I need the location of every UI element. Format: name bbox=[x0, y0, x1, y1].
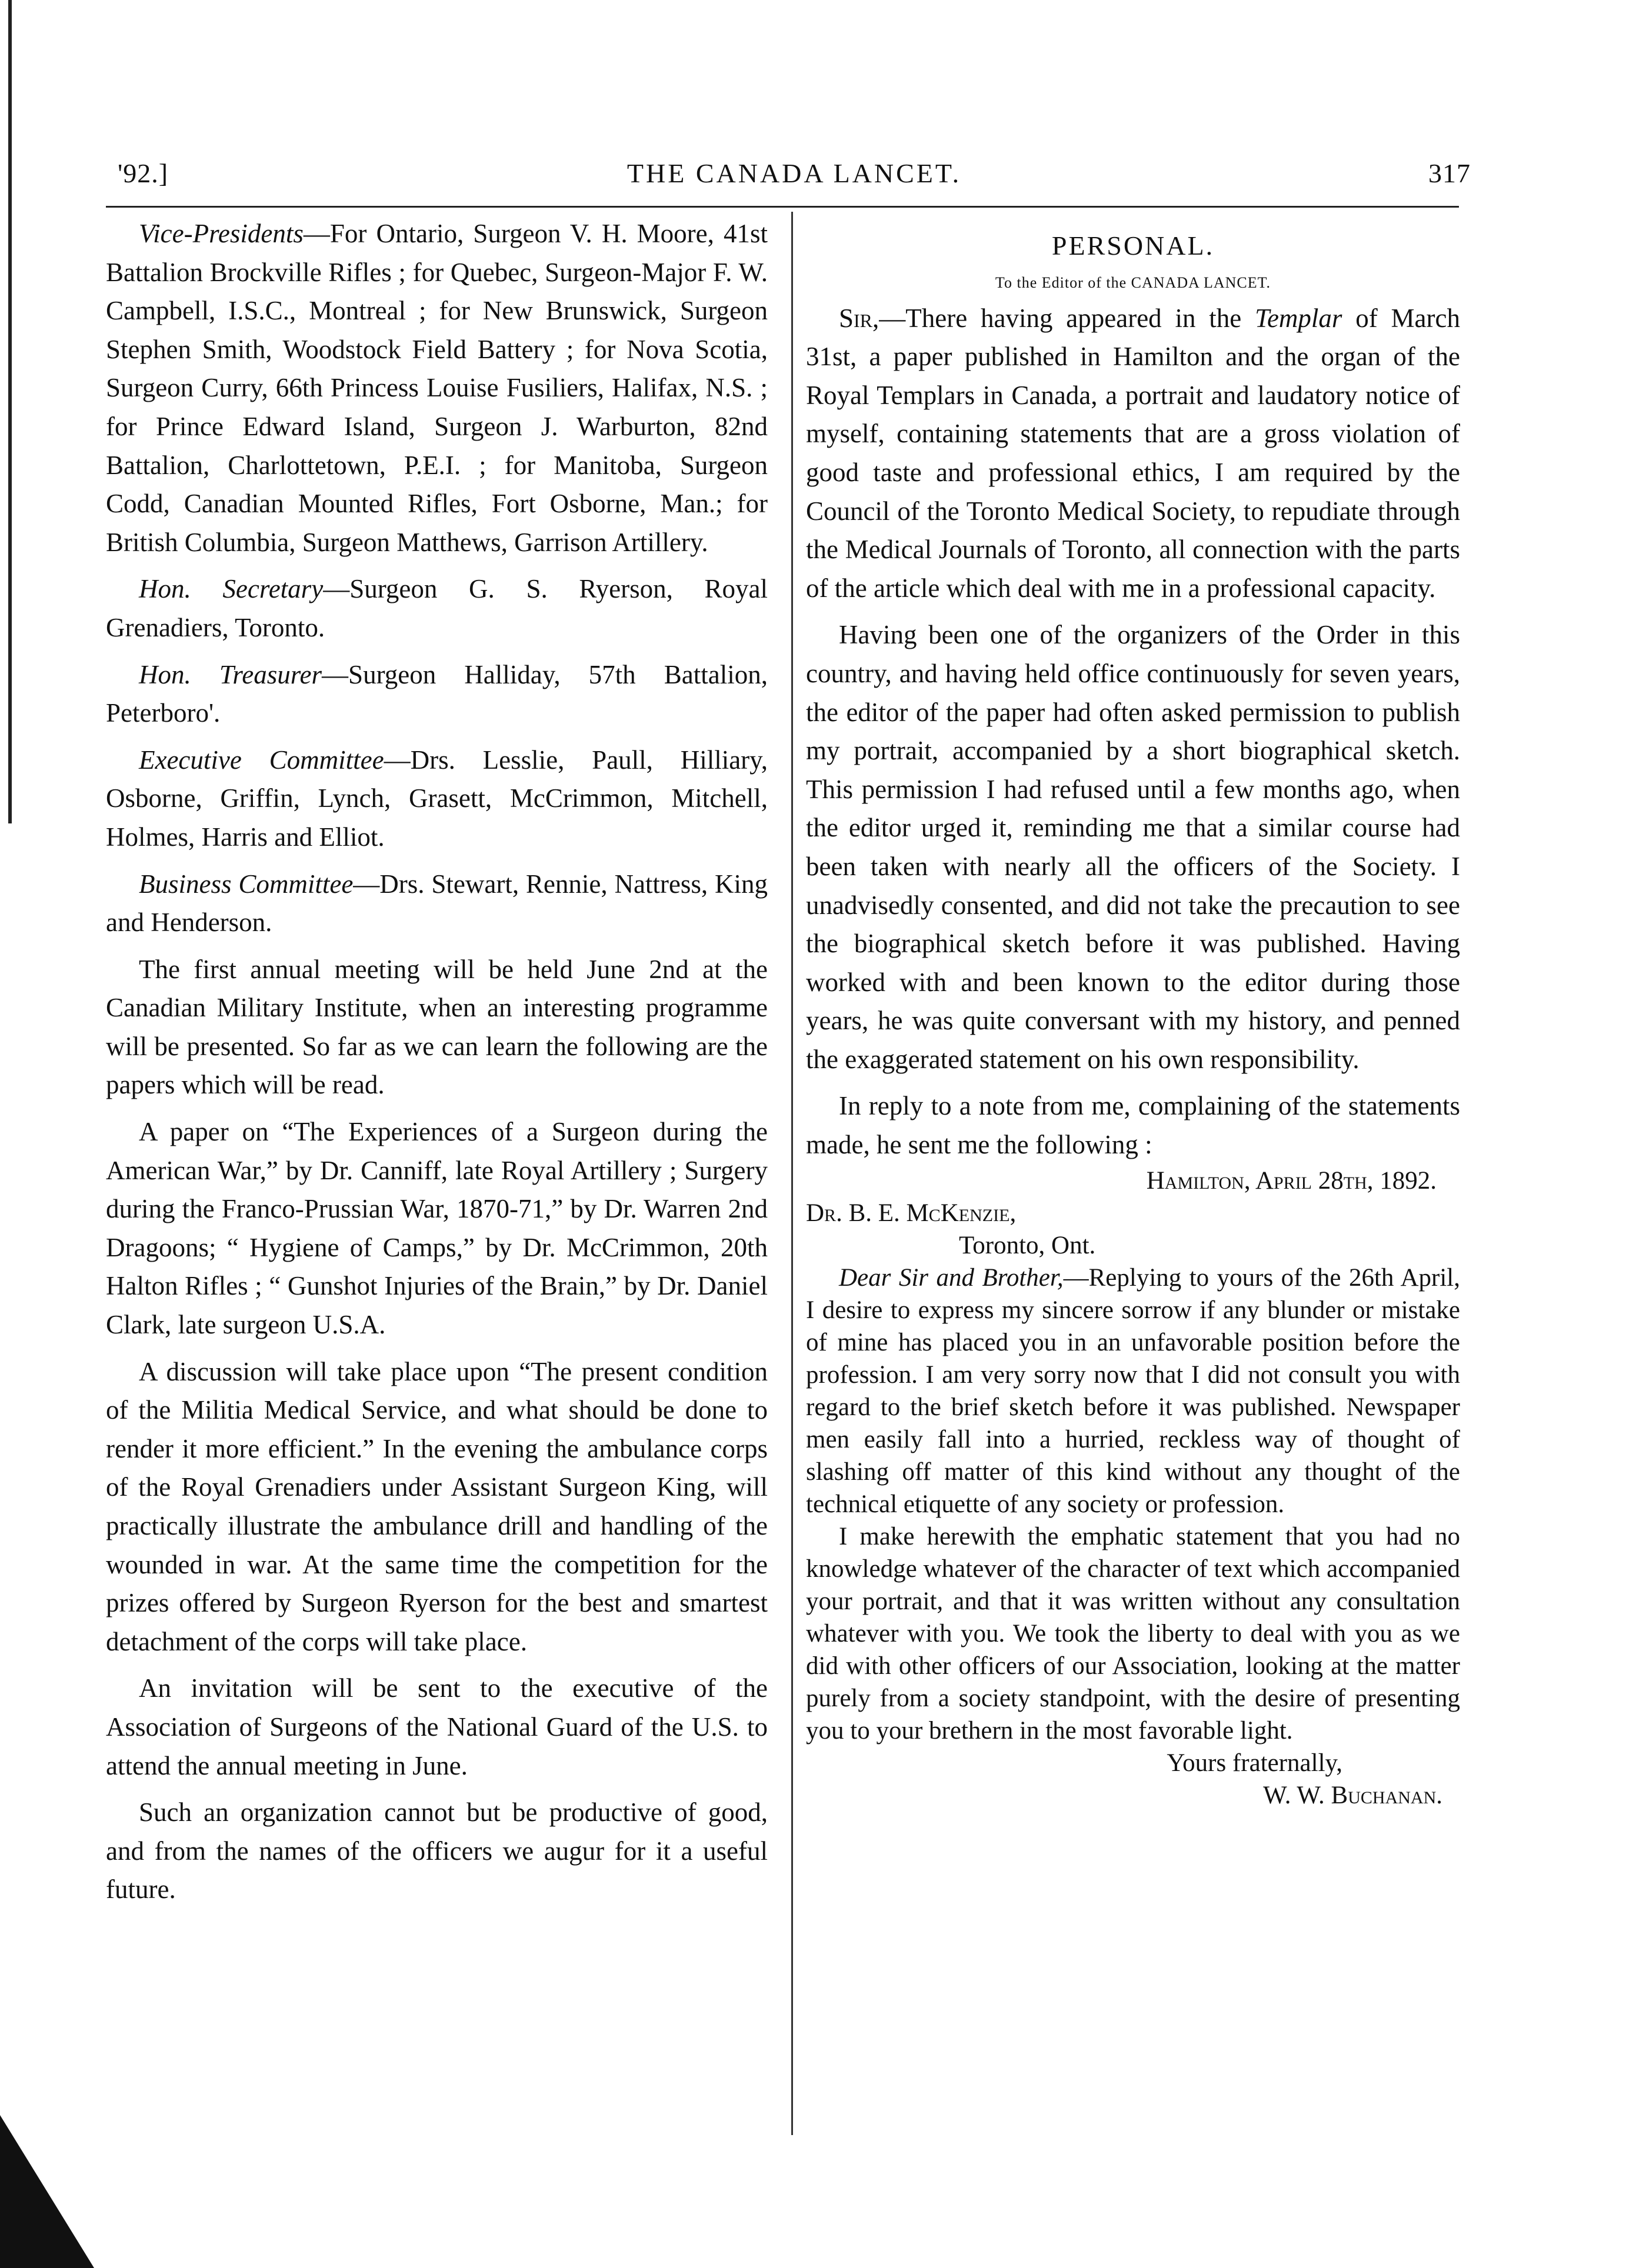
organizer-paragraph: Having been one of the organizers of the Order in this country, and having held office continuously for seven years, the editor of the paper had often asked permission to publish my portrait, accompanied by a short biographical sketch. This permission I had refused until a few months ago, when the editor urged it, reminding me that a similar course had been taken with nearly all the officers of the Society. I unadvisedly consented, and did not take the precaution to see the biographical sketch before it was published. Having worked with and been known to the editor during those years, he was quite conversant with my history, and penned the exaggerated statement on his own responsibility. bbox=[806, 620, 1460, 1074]
journal-title: THE CANADA LANCET. bbox=[627, 158, 962, 188]
letter-body-2: I make herewith the emphatic statement that you had no knowledge whatever of the character of text which accompanied your portrait, and that it was written without any consultation whatever with you. We took the liberty to deal with you as we did with other officers of our Association, looking at the matter purely from a society standpoint, with the desire of presenting you to your brethern in the most favorable light. bbox=[806, 1522, 1460, 1745]
business-committee-label: Business Committee bbox=[139, 869, 354, 899]
executive-committee-label: Executive Committee bbox=[139, 745, 384, 775]
page-number: 317 bbox=[1428, 158, 1471, 188]
letter-body-1 bbox=[806, 1262, 1460, 1520]
sir-salutation: Sir, bbox=[839, 303, 879, 333]
vice-presidents-label: Vice-Presidents bbox=[139, 219, 304, 248]
sir-text-a: —There having appeared in the bbox=[879, 303, 1255, 333]
column-divider bbox=[791, 212, 793, 2135]
business-committee-paragraph bbox=[106, 865, 768, 942]
letter-salutation: Dear Sir and Brother, bbox=[839, 1263, 1064, 1292]
secretary-label: Hon. Secretary bbox=[139, 574, 324, 604]
to-editor-line: To the Editor of the CANADA LANCET. bbox=[995, 274, 1271, 291]
sir-paragraph bbox=[806, 299, 1460, 608]
letter-addressee: Dr. B. E. McKenzie, bbox=[806, 1199, 1017, 1227]
treasurer-text: —Surgeon Halliday, 57th Battalion, Peterboro'. bbox=[106, 659, 768, 728]
letter-date-line: Hamilton, April 28th, 1892. bbox=[1146, 1166, 1437, 1195]
sir-text-b: of March 31st, a paper published in Hamilton and the organ of the Royal Templars in Canada, a portrait and laudatory notice of myself, containing statements that are a gross violation of good taste and professional ethics, I am required by the Council of the Toronto Medical Society, to repudiate through the Medical Journals of Toronto, all connection with the parts of the article which deal with me in a professional capacity. bbox=[806, 303, 1460, 603]
left-column bbox=[106, 215, 768, 1917]
invitation-paragraph: An invitation will be sent to the executive of the Association of Surgeons of the National Guard of the U.S. to attend the annual meeting in June. bbox=[106, 1673, 768, 1780]
templar-title: Templar bbox=[1255, 303, 1342, 333]
running-head bbox=[118, 158, 1471, 205]
secretary-paragraph bbox=[106, 570, 768, 647]
business-committee-text: —Drs. Stewart, Rennie, Nattress, King and Henderson. bbox=[106, 869, 768, 938]
letter-signature: W. W. Buchanan. bbox=[1263, 1781, 1442, 1809]
discussion-paragraph: A discussion will take place upon “The present condition of the Militia Medical Service, and what should be done to render it more efficient.” In the evening the ambulance corps of the Royal Grenadiers under Assistant Surgeon King, will practically illustrate the ambulance drill and handling of the wounded in war. At the same time the competition for the prizes offered by Surgeon Ryerson for the best and smartest detachment of the corps will take place. bbox=[106, 1356, 768, 1656]
executive-committee-paragraph bbox=[106, 741, 768, 857]
reply-paragraph: In reply to a note from me, complaining of the statements made, he sent me the following : bbox=[806, 1091, 1460, 1160]
letter-closing: Yours fraternally, bbox=[1167, 1749, 1342, 1777]
papers-paragraph: A paper on “The Experiences of a Surgeon during the American War,” by Dr. Canniff, late Royal Artillery ; Surgery during the Franco-Prussian War, 1870-71,” by Dr. Warren 2nd Dragoons; “ Hygiene of Camps,” by Dr. McCrimmon, 20th Halton Rifles ; “ Gunshot Injuries of the Brain,” by Dr. Daniel Clark, late surgeon U.S.A. bbox=[106, 1117, 768, 1340]
treasurer-paragraph bbox=[106, 656, 768, 733]
letter-address-city: Toronto, Ont. bbox=[959, 1231, 1096, 1259]
section-title-personal: PERSONAL. bbox=[1051, 231, 1215, 261]
treasurer-label: Hon. Treasurer bbox=[139, 659, 322, 689]
secretary-text: —Surgeon G. S. Ryerson, Royal Grenadiers, Toronto. bbox=[106, 574, 768, 642]
scan-corner-artifact bbox=[0, 2115, 94, 2268]
running-head-year: '92.] bbox=[118, 158, 169, 188]
header-rule bbox=[106, 206, 1459, 208]
letter-body-1-text: —Replying to yours of the 26th April, I desire to express my sincere sorrow if any blunder or mistake of mine has placed you in an unfavorable position before the profession. I am very sorry now that I did not consult you with regard to the brief sketch before it was published. Newspaper men easily fall into a hurried, reckless way of thought of slashing off matter of this kind without any thought of the technical etiquette of any society or profession. bbox=[806, 1263, 1460, 1518]
right-column bbox=[806, 215, 1460, 1812]
annual-meeting-paragraph: The first annual meeting will be held June 2nd at the Canadian Military Institute, when an interesting programme will be presented. So far as we can learn the following are the papers which will be read. bbox=[106, 954, 768, 1100]
vice-presidents-text: —For Ontario, Surgeon V. H. Moore, 41st Battalion Brockville Rifles ; for Quebec, Surgeon-Major F. W. Campbell, I.S.C., Montreal ; for New Brunswick, Surgeon Stephen Smith, Woodstock Field Battery ; for Nova Scotia, Surgeon Curry, 66th Princess Louise Fusiliers, Halifax, N.S. ; for Prince Edward Island, Surgeon J. Warburton, 82nd Battalion, Charlottetown, P.E.I. ; for Manitoba, Surgeon Codd, Canadian Mounted Rifles, Fort Osborne, Man.; for British Columbia, Surgeon Matthews, Garrison Artillery. bbox=[106, 219, 768, 557]
executive-committee-text: —Drs. Lesslie, Paull, Hilliary, Osborne, Griffin, Lynch, Grasett, McCrimmon, Mitchell, Holmes, Harris and Elliot. bbox=[106, 745, 768, 852]
binding-edge-artifact bbox=[8, 0, 12, 823]
quoted-letter bbox=[806, 1165, 1460, 1812]
vice-presidents-paragraph bbox=[106, 215, 768, 562]
future-paragraph: Such an organization cannot but be productive of good, and from the names of the officers we augur for it a useful future. bbox=[106, 1797, 768, 1905]
